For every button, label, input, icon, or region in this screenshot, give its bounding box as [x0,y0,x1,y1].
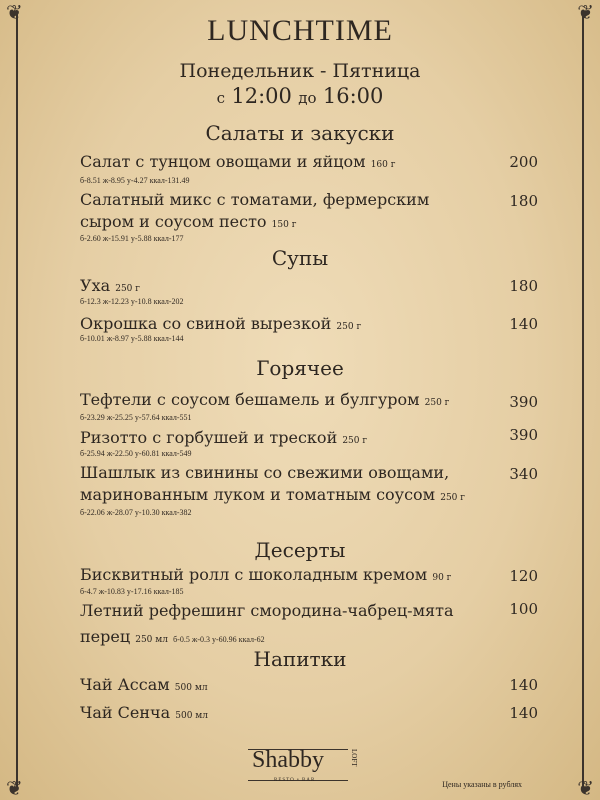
price-currency-note: Цены указаны в рублях [442,780,522,789]
item-price: 100 [509,600,538,618]
section-title-salads: Салаты и закуски [205,121,395,145]
corner-ornament-icon: ❦ [577,0,594,24]
menu-item: Чай Сенча 500 мл [80,703,209,722]
item-nutrition: б-2.60 ж-15.91 у-5.88 ккал-177 [80,234,184,243]
menu-item: Летний рефрешинг смородина-чабрец-мята перец 250 мл б-0.5 ж-0.3 у-60.96 ккал-62 [80,601,454,646]
item-nutrition: б-25.94 ж-22.50 у-60.81 ккал-549 [80,449,192,458]
item-nutrition: б-22.06 ж-28.07 у-10.30 ккал-382 [80,508,192,517]
menu-item: Салат с тунцом овощами и яйцом 160 г [80,152,396,171]
item-nutrition: б-23.29 ж-25.25 у-57.64 ккал-551 [80,413,192,422]
corner-ornament-icon: ❦ [577,776,594,800]
menu-item: Бисквитный ролл с шоколадным кремом 90 г [80,565,452,584]
item-price: 180 [509,192,538,210]
menu-item: Окрошка со свиной вырезкой 250 г [80,314,362,333]
menu-item: Чай Ассам 500 мл [80,675,208,694]
menu-item: Салатный микс с томатами, фермерским сыром и соусом песто 150 г [80,190,430,231]
menu-item: Шашлык из свинины со свежими овощами, маринованным луком и томатным соусом 250 г [80,463,465,504]
menu-item: Ризотто с горбушей и треской 250 г [80,428,368,447]
item-price: 390 [509,393,538,411]
item-price: 140 [509,704,538,722]
menu-days: Понедельник - Пятница [179,60,421,82]
item-nutrition: б-4.7 ж-10.83 у-17.16 ккал-185 [80,587,184,596]
menu-item: Уха 250 г [80,276,140,295]
section-title-hot: Горячее [256,356,344,380]
item-price: 120 [509,567,538,585]
item-price: 180 [509,277,538,295]
corner-ornament-icon: ❦ [6,0,23,24]
item-price: 200 [509,153,538,171]
item-nutrition: б-8.51 ж-8.95 у-4.27 ккал-131.49 [80,176,190,185]
corner-ornament-icon: ❦ [6,776,23,800]
section-title-desserts: Десерты [254,538,346,562]
shabby-loft-logo: Shabby LOFT RESTO • BAR [248,745,358,785]
item-nutrition: б-0.5 ж-0.3 у-60.96 ккал-62 [173,635,265,644]
item-nutrition: б-12.3 ж-12.23 у-10.8 ккал-202 [80,297,184,306]
menu-title: LUNCHTIME [207,14,393,47]
section-title-soups: Супы [271,246,329,270]
item-nutrition: б-10.01 ж-8.97 у-5.88 ккал-144 [80,334,184,343]
menu-hours: с 12:00 до 16:00 [216,84,384,108]
item-price: 390 [509,426,538,444]
item-price: 140 [509,676,538,694]
section-title-drinks: Напитки [253,647,347,671]
item-price: 140 [509,315,538,333]
item-price: 340 [509,465,538,483]
menu-item: Тефтели с соусом бешамель и булгуром 250 г [80,390,450,409]
